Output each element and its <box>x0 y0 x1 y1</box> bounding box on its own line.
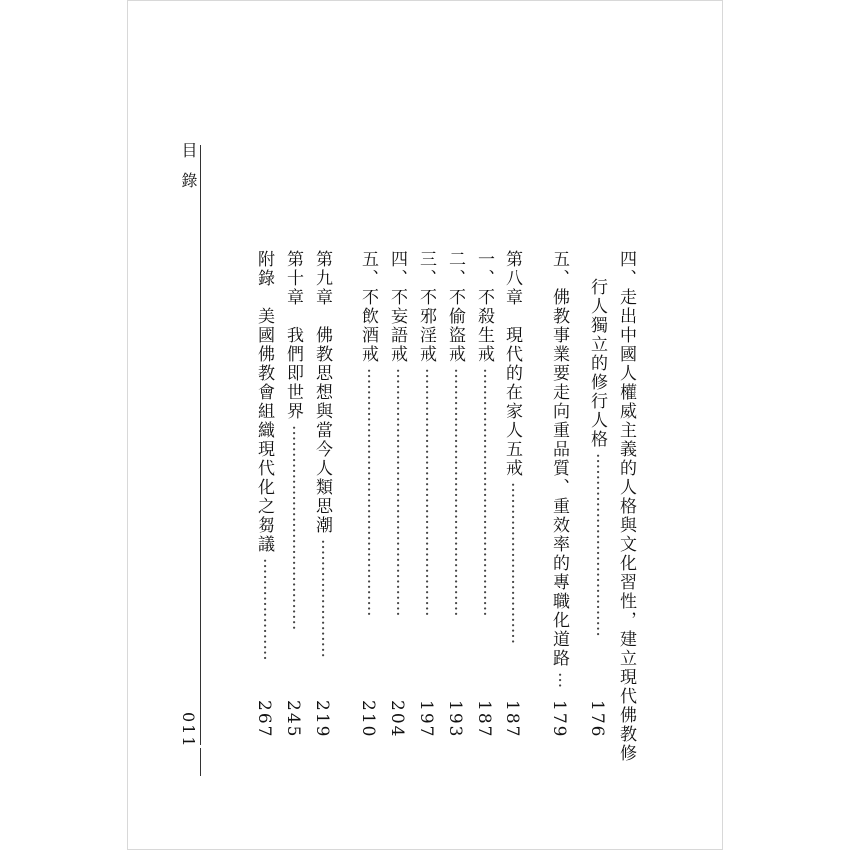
dot-leader: ·············································· <box>387 368 407 617</box>
toc-entry <box>308 250 336 770</box>
dot-leader: ·············································· <box>445 368 465 617</box>
toc-entry <box>441 250 469 770</box>
toc-entry-page: 204 <box>387 700 407 739</box>
toc-entry <box>383 250 411 770</box>
dot-leader: ··· <box>549 672 569 689</box>
toc-entry <box>412 250 440 770</box>
toc-entry-title: 第十章 我們即世界 <box>283 250 303 421</box>
toc-entry <box>354 250 382 770</box>
dot-leader: ·································· <box>587 453 607 637</box>
toc-entry-title: 五、佛教事業要走向重品質、重效率的專職化道路 <box>549 250 569 668</box>
dot-leader: ······························ <box>502 482 522 645</box>
toc-entry-title: 附錄 美國佛教會組織現代化之芻議 <box>254 250 274 554</box>
toc-entry-title: 行人獨立的修行人格 <box>587 278 607 449</box>
toc-entry-page: 179 <box>549 700 569 739</box>
dot-leader: ······································ <box>283 425 303 631</box>
dot-leader: ·············································· <box>358 368 378 617</box>
dot-leader: ······················ <box>312 539 332 658</box>
toc-entry-page: 219 <box>312 700 332 739</box>
toc-entry <box>498 250 526 770</box>
toc-entry <box>470 250 498 770</box>
toc-entry-page: 193 <box>445 700 465 739</box>
dot-leader: ··················· <box>254 558 274 661</box>
toc-entry-page: 176 <box>587 700 607 739</box>
toc-entry-title: 一、不殺生戒 <box>474 250 494 364</box>
toc-entry-title: 三、不邪淫戒 <box>416 250 436 364</box>
toc-entry-page: 245 <box>283 700 303 739</box>
toc-entry <box>279 250 307 770</box>
toc-entry <box>250 250 278 770</box>
toc-entry-page: 187 <box>502 700 522 739</box>
toc-entry-page: 267 <box>254 700 274 739</box>
toc-entry <box>583 250 611 798</box>
toc-entry-title: 第九章 佛教思想與當今人類思潮 <box>312 250 332 535</box>
table-of-contents <box>240 250 640 770</box>
toc-entry-title: 四、走出中國人權威主義的人格與文化習性，建立現代佛教修 <box>616 250 636 763</box>
dot-leader: ·············································· <box>474 368 494 617</box>
dot-leader: ·············································· <box>416 368 436 617</box>
running-header: 目錄 <box>179 142 198 202</box>
page-number: 011 <box>179 712 198 749</box>
toc-entry <box>612 250 640 770</box>
toc-entry-title: 二、不偷盜戒 <box>445 250 465 364</box>
toc-entry-page: 197 <box>416 700 436 739</box>
toc-entry-page: 210 <box>358 700 378 739</box>
toc-entry-title: 四、不妄語戒 <box>387 250 407 364</box>
header-rule <box>200 145 201 745</box>
footer-rule <box>200 748 201 776</box>
toc-entry-page: 187 <box>474 700 494 739</box>
toc-entry <box>545 250 573 770</box>
toc-entry-title: 第八章 現代的在家人五戒 <box>502 250 522 478</box>
toc-entry-title: 五、不飲酒戒 <box>358 250 378 364</box>
